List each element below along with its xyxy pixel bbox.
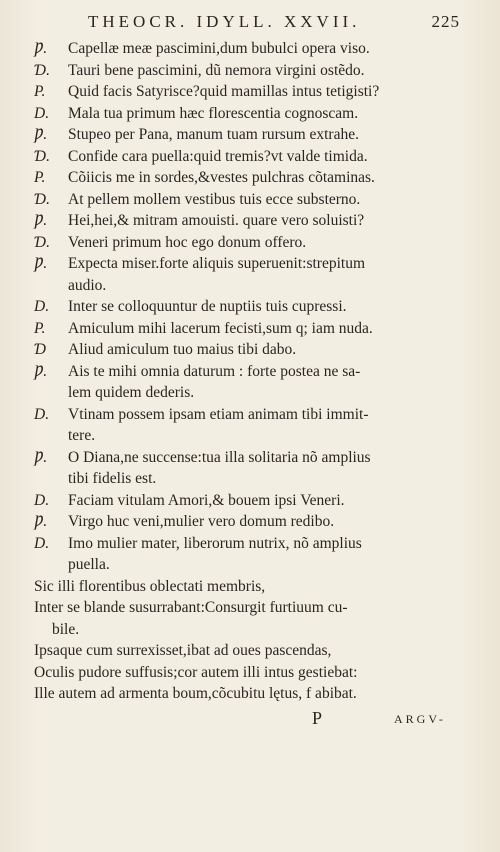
line-text: Vtinam possem ipsam etiam animam tibi immit- bbox=[68, 405, 369, 423]
speaker-label: P. bbox=[34, 83, 46, 100]
speaker-label: Ɗ. bbox=[34, 147, 50, 165]
line-text: Stupeo per Pana, manum tuam rursum extrahe. bbox=[68, 126, 359, 143]
line-text: O Diana,ne succense:tua illa solitaria nõ amplius bbox=[68, 448, 371, 466]
line-continuation: audio. bbox=[68, 276, 107, 294]
text-line bbox=[34, 81, 464, 103]
line-continuation: tibi fidelis est. bbox=[68, 470, 157, 487]
line-continuation: tere. bbox=[68, 427, 96, 444]
line-text: Capellæ meæ pascimini,dum bubulci opera viso. bbox=[68, 40, 370, 57]
line-continuation: lem quidem dederis. bbox=[68, 384, 195, 401]
line-text: Ipsaque cum surrexisset,ibat ad oues pascendas, bbox=[34, 642, 332, 659]
line-text: Quid facis Satyrisce?quid mamillas intus tetigisti? bbox=[68, 83, 380, 100]
speaker-label: Ɗ. bbox=[34, 233, 50, 251]
line-text: Ais te mihi omnia daturum : forte postea ne sa- bbox=[68, 362, 361, 380]
catchword: ARGV- bbox=[394, 712, 446, 726]
text-line bbox=[34, 296, 464, 318]
text-line bbox=[34, 124, 464, 146]
speaker-label: D. bbox=[34, 491, 50, 509]
text-line bbox=[34, 662, 464, 684]
line-text: Cõiicis me in sordes,&vestes pulchras cõtaminas. bbox=[68, 169, 375, 186]
line-text: Aliud amiculum tuo maius tibi dabo. bbox=[68, 341, 297, 358]
text-line bbox=[34, 597, 464, 619]
line-text: Inter se colloquuntur de nuptiis tuis cupressi. bbox=[68, 298, 347, 315]
speaker-label: P. bbox=[34, 319, 46, 337]
speaker-label: Ƿ. bbox=[34, 212, 48, 229]
line-text: Tauri bene pascimini, dũ nemora virgini ostẽdo. bbox=[68, 61, 365, 79]
line-text: Hei,hei,& mitram amouisti. quare vero soluisti? bbox=[68, 212, 365, 229]
line-text: Sic illi florentibus oblectati membris, bbox=[34, 577, 266, 595]
speaker-label: Ɗ. bbox=[34, 190, 50, 208]
text-line bbox=[34, 38, 464, 60]
line-text: Inter se blande susurrabant:Consurgit furtiuum cu- bbox=[34, 599, 348, 616]
line-text: Virgo huc veni,mulier vero domum redibo. bbox=[68, 513, 335, 530]
text-line bbox=[34, 404, 464, 426]
text-line bbox=[34, 511, 464, 533]
line-continuation: puella. bbox=[68, 556, 110, 573]
line-text: Veneri primum hoc ego donum offero. bbox=[68, 233, 307, 251]
text-line bbox=[34, 318, 464, 340]
line-text: Oculis pudore suffusis;cor autem illi intus gestiebat: bbox=[34, 663, 358, 681]
text-line bbox=[34, 447, 464, 469]
speaker-label: Ƿ. bbox=[34, 40, 48, 57]
speaker-label: D. bbox=[34, 104, 50, 122]
running-title: THEOCR. IDYLL. XXVII. bbox=[88, 12, 361, 31]
speaker-label: Ƿ. bbox=[34, 513, 48, 530]
text-line bbox=[34, 425, 464, 447]
line-text: At pellem mollem vestibus tuis ecce substerno. bbox=[68, 190, 361, 208]
text-line bbox=[34, 210, 464, 232]
text-line bbox=[34, 683, 464, 705]
running-head bbox=[88, 12, 460, 32]
line-text: Confide cara puella:quid tremis?vt valde timida. bbox=[68, 147, 368, 165]
text-line bbox=[34, 167, 464, 189]
speaker-label: D. bbox=[34, 534, 50, 552]
text-line bbox=[34, 382, 464, 404]
text-line bbox=[34, 468, 464, 490]
line-text: Ille autem ad armenta boum,cõcubitu lętus, f abibat. bbox=[34, 685, 357, 702]
text-line bbox=[34, 146, 464, 168]
line-text: Faciam vitulam Amori,& bouem ipsi Veneri. bbox=[68, 491, 345, 509]
line-text: Amiculum mihi lacerum fecisti,sum q; iam nuda. bbox=[68, 319, 373, 337]
text-line bbox=[34, 103, 464, 125]
speaker-label: Ɗ. bbox=[34, 61, 50, 79]
text-line bbox=[34, 554, 464, 576]
page-number: 225 bbox=[431, 12, 460, 31]
line-text: Expecta miser.forte aliquis superuenit:strepitum bbox=[68, 255, 366, 272]
line-text: bile. bbox=[52, 620, 80, 638]
text-line bbox=[34, 189, 464, 211]
speaker-label: Ƿ. bbox=[34, 362, 48, 380]
text-line bbox=[34, 533, 464, 555]
text-line bbox=[34, 361, 464, 383]
text-line bbox=[34, 253, 464, 275]
speaker-label: D. bbox=[34, 298, 50, 315]
speaker-label: Ƿ. bbox=[34, 126, 48, 143]
text-line bbox=[34, 275, 464, 297]
text-line bbox=[34, 490, 464, 512]
text-line bbox=[34, 60, 464, 82]
speaker-label: Ƿ. bbox=[34, 255, 48, 272]
speaker-label: Ɗ bbox=[34, 341, 47, 358]
line-text: Mala tua primum hæc florescentia cognoscam. bbox=[68, 104, 359, 122]
text-line bbox=[34, 339, 464, 361]
text-line bbox=[34, 232, 464, 254]
text-block bbox=[34, 38, 464, 705]
text-line bbox=[34, 619, 464, 641]
speaker-label: P. bbox=[34, 169, 46, 186]
text-line bbox=[34, 640, 464, 662]
text-line bbox=[34, 576, 464, 598]
signature-mark: P bbox=[312, 708, 323, 728]
line-text: Imo mulier mater, liberorum nutrix, nõ amplius bbox=[68, 534, 362, 552]
speaker-label: D. bbox=[34, 405, 50, 423]
speaker-label: Ƿ. bbox=[34, 448, 48, 466]
